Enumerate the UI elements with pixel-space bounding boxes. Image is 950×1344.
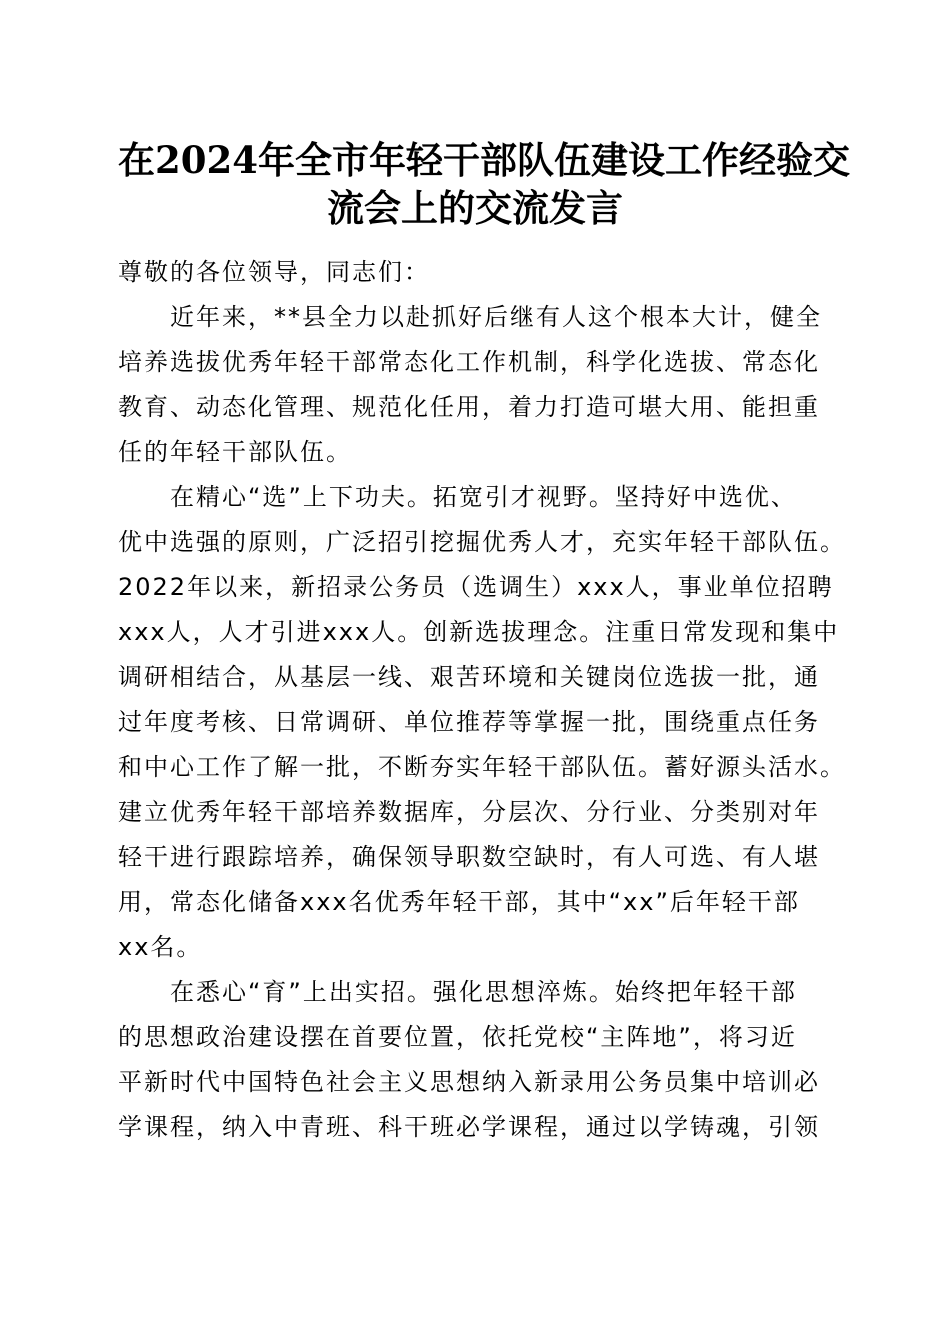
paragraph-intro xyxy=(118,295,832,475)
paragraph-line: 培养选拔优秀年轻干部常态化工作机制，科学化选拔、常态化 xyxy=(118,348,820,376)
paragraph-line: 过年度考核、日常调研、单位推荐等掌握一批，围绕重点任务 xyxy=(118,708,820,736)
title-line: 在2024年全市年轻干部队伍建设工作经验交 xyxy=(118,138,850,182)
paragraph-line: 在精心“选”上下功夫。拓宽引才视野。坚持好中选优、 xyxy=(170,483,797,511)
title-line: 流会上的交流发言 xyxy=(327,186,623,230)
paragraph-line: 优中选强的原则，广泛招引挖掘优秀人才，充实年轻干部队伍。 xyxy=(118,528,846,556)
paragraph-line: xx名。 xyxy=(118,933,203,961)
paragraph-cultivation xyxy=(118,970,832,1150)
document-title xyxy=(118,136,850,232)
paragraph-line: 教育、动态化管理、规范化任用，着力打造可堪大用、能担重 xyxy=(118,393,820,421)
paragraph-line: xxx人，人才引进xxx人。创新选拔理念。注重日常发现和集中 xyxy=(118,618,840,646)
paragraph-line: 任的年轻干部队伍。 xyxy=(118,438,352,466)
paragraph-selection xyxy=(118,475,846,970)
paragraph-line: 的思想政治建设摆在首要位置，依托党校“主阵地”，将习近 xyxy=(118,1023,797,1051)
paragraph-line: 平新时代中国特色社会主义思想纳入新录用公务员集中培训必 xyxy=(118,1068,820,1096)
salutation: 尊敬的各位领导，同志们： xyxy=(118,258,430,286)
paragraph-line: 调研相结合，从基层一线、艰苦环境和关键岗位选拔一批，通 xyxy=(118,663,820,691)
paragraph-line: 学课程，纳入中青班、科干班必学课程，通过以学铸魂，引领 xyxy=(118,1113,820,1141)
document-body xyxy=(118,250,846,1150)
paragraph-line: 近年来，**县全力以赴抓好后继有人这个根本大计，健全 xyxy=(170,303,822,331)
paragraph-line: 和中心工作了解一批，不断夯实年轻干部队伍。蓄好源头活水。 xyxy=(118,753,846,781)
paragraph-line: 建立优秀年轻干部培养数据库，分层次、分行业、分类别对年 xyxy=(118,798,820,826)
paragraph-line: 轻干进行跟踪培养，确保领导职数空缺时，有人可选、有人堪 xyxy=(118,843,820,871)
paragraph-line: 在悉心“育”上出实招。强化思想淬炼。始终把年轻干部 xyxy=(170,978,797,1006)
paragraph-line: 2022年以来，新招录公务员（选调生）xxx人，事业单位招聘 xyxy=(118,573,834,601)
paragraph-line: 用，常态化储备xxx名优秀年轻干部，其中“xx”后年轻干部 xyxy=(118,888,800,916)
